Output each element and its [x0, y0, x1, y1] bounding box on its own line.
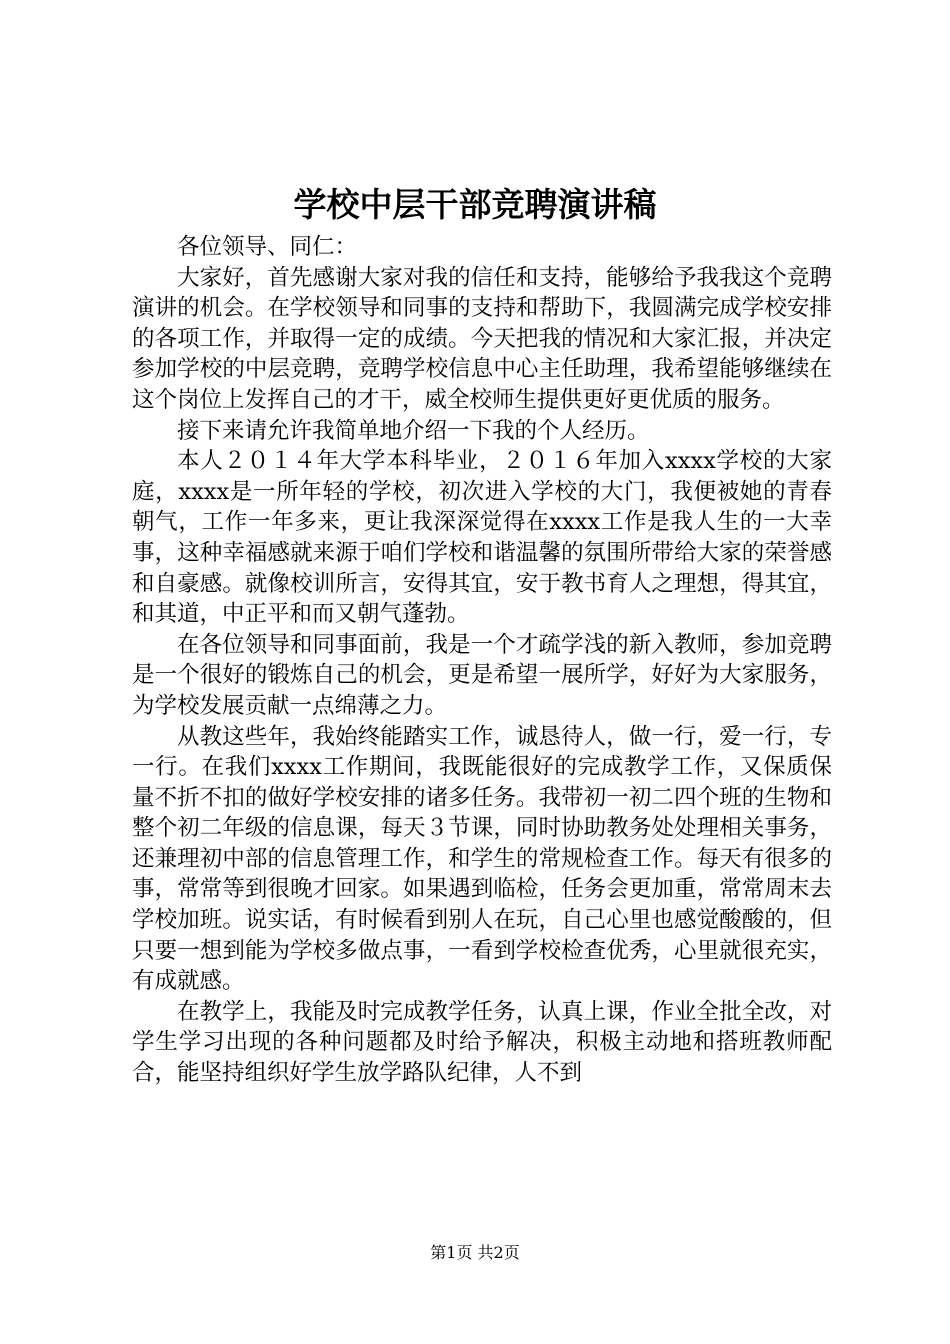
paragraph-motivation: 在各位领导和同事面前，我是一个才疏学浅的新入教师，参加竞聘是一个很好的锻炼自己的机会，更是希望一展所学，好好为大家服务，为学校发展贡献一点绵薄之力。: [132, 631, 832, 719]
page-number: 第1页 共2页: [430, 1243, 520, 1262]
paragraph-greeting: 大家好，首先感谢大家对我的信任和支持，能够给予我我这个竞聘演讲的机会。在学校领导和同事的支持和帮助下，我圆满完成学校安排的各项工作，并取得一定的成绩。今天把我的情况和大家汇报，并决定参加学校的中层竞聘，竞聘学校信息中心主任助理，我希望能够继续在这个岗位上发挥自己的才干，威全校师生提供更好更优质的服务。: [132, 264, 832, 413]
document-body: [132, 232, 832, 1089]
paragraph-teaching: 在教学上，我能及时完成教学任务，认真上课，作业全批全改，对学生学习出现的各种问题都及时给予解决，积极主动地和搭班教师配合，能坚持组织好学生放学路队纪律，人不到: [132, 998, 832, 1087]
paragraph-background: 本人２０１４年大学本科毕业，２０１６年加入xxxx学校的大家庭，xxxx是一所年轻的学校，初次进入学校的大门，我便被她的青春朝气，工作一年多来，更让我深深觉得在xxxx工作是我人生的一大幸事，这种幸福感就来源于咱们学校和谐温馨的氛围所带给大家的荣誉感和自豪感。就像校训所言，安得其宜，安于教书育人之理想，得其宜，和其道，中正平和而又朝气蓬勃。: [132, 448, 832, 628]
document-title: 学校中层干部竞聘演讲稿: [293, 185, 657, 224]
paragraph-work-experience: 从教这些年，我始终能踏实工作，诚恳待人，做一行，爱一行，专一行。在我们xxxx工作期间，我既能很好的完成教学工作，又保质保量不折不扣的做好学校安排的诸多任务。我带初一初二四个班的生物和整个初二年级的信息课，每天３节课，同时协助教务处处理相关事务，还兼理初中部的信息管理工作，和学生的常规检查工作。每天有很多的事，常常等到很晚才回家。如果遇到临检，任务会更加重，常常周末去学校加班。说实话，有时候看到别人在玩，自己心里也感觉酸酸的，但只要一想到能为学校多做点事，一看到学校检查优秀，心里就很充实，有成就感。: [132, 723, 832, 995]
salutation: 各位领导、同仁：: [177, 234, 358, 260]
paragraph-intro: 接下来请允许我简单地介绍一下我的个人经历。: [177, 417, 650, 444]
